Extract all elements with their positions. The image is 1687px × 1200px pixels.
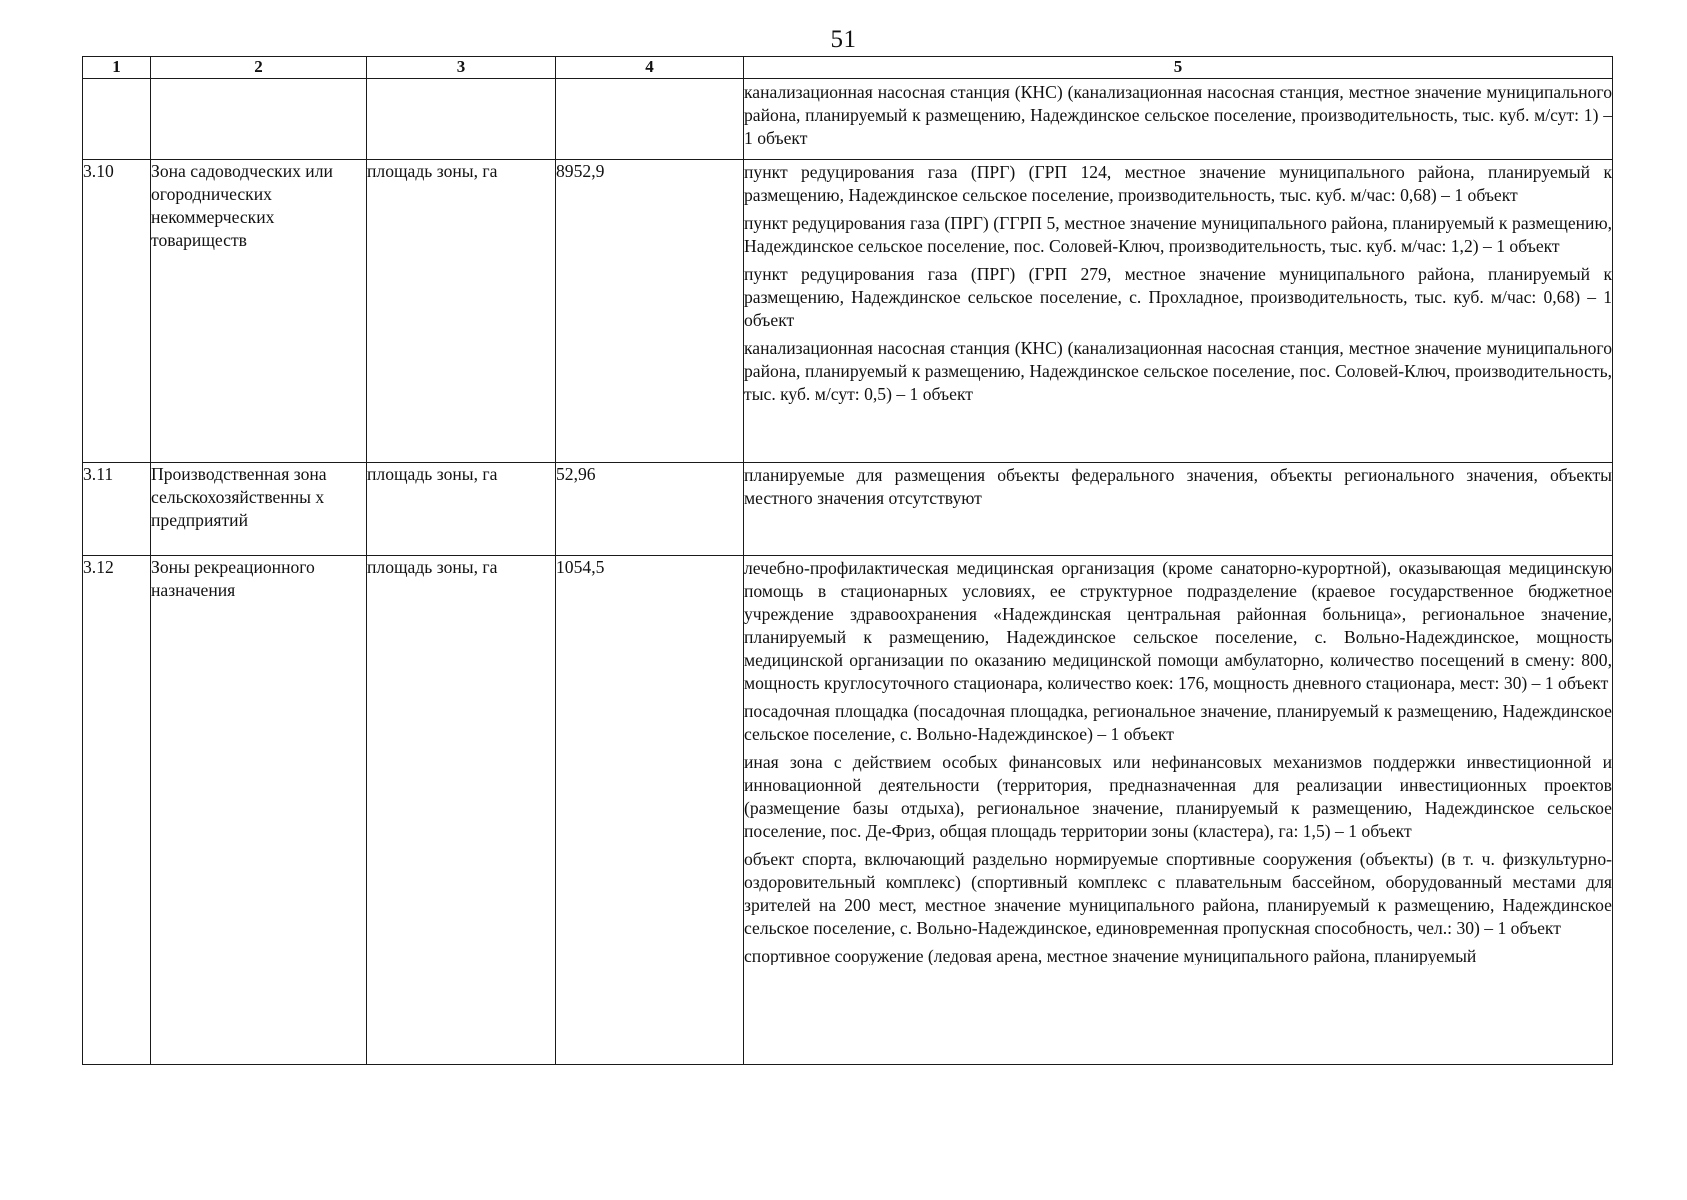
indicator-cell: площадь зоны, га bbox=[367, 160, 556, 463]
zone-name-cell: Производственная зона сельскохозяйственны х предприятий bbox=[151, 463, 367, 556]
object-description: пункт редуцирования газа (ПРГ) (ГГРП 5, местное значение муниципального района, планируемый к размещению, Надеждинское сельское поселение, пос. Соловей-Ключ, производительность, тыс. куб. м/час: 1,2) – 1 объект bbox=[744, 213, 1612, 256]
zone-name-cell: Зоны рекреационного назначения bbox=[151, 556, 367, 1065]
value-cell: 8952,9 bbox=[556, 160, 744, 463]
page-number: 51 bbox=[830, 26, 857, 53]
indicator-cell: площадь зоны, га bbox=[367, 556, 556, 1065]
object-description: посадочная площадка (посадочная площадка, региональное значение, планируемый к размещению, Надеждинское сельское поселение, с. Вольно-Надеждинское) – 1 объект bbox=[744, 701, 1612, 744]
column-header-5: 5 bbox=[744, 57, 1613, 79]
objects-cell bbox=[744, 556, 1613, 1065]
indicator-cell bbox=[367, 79, 556, 160]
table-row-3-12 bbox=[83, 556, 1613, 1065]
object-description: канализационная насосная станция (КНС) (канализационная насосная станция, местное значение муниципального района, планируемый к размещению, Надеждинское сельское поселение, производительность, тыс. куб. м/сут: 1) – 1 объект bbox=[744, 82, 1612, 148]
zone-name-cell: Зона садоводческих или огороднических некоммерческих товариществ bbox=[151, 160, 367, 463]
column-header-2: 2 bbox=[151, 57, 367, 79]
object-description: канализационная насосная станция (КНС) (канализационная насосная станция, местное значение муниципального района, планируемый к размещению, Надеждинское сельское поселение, пос. Соловей-Ключ, производительность, тыс. куб. м/сут: 0,5) – 1 объект bbox=[744, 338, 1612, 404]
column-header-3: 3 bbox=[367, 57, 556, 79]
table-row-3-10 bbox=[83, 160, 1613, 463]
row-number-cell: 3.11 bbox=[83, 463, 151, 556]
objects-cell bbox=[744, 79, 1613, 160]
zones-table bbox=[82, 56, 1613, 1065]
object-description: планируемые для размещения объекты федерального значения, объекты регионального значения, объекты местного значения отсутствуют bbox=[744, 465, 1612, 508]
column-header-1: 1 bbox=[83, 57, 151, 79]
object-description: иная зона с действием особых финансовых или нефинансовых механизмов поддержки инвестиционной и инновационной деятельности (территория, предназначенная для реализации инвестиционных проектов (размещение базы отдыха), региональное значение, планируемый к размещению, Надеждинское сельское поселение, пос. Де-Фриз, общая площадь территории зоны (кластера), га: 1,5) – 1 объект bbox=[744, 752, 1612, 841]
table-row-continuation bbox=[83, 79, 1613, 160]
indicator-cell: площадь зоны, га bbox=[367, 463, 556, 556]
table-row-3-11 bbox=[83, 463, 1613, 556]
row-number-cell bbox=[83, 79, 151, 160]
objects-cell bbox=[744, 160, 1613, 463]
object-description: объект спорта, включающий раздельно нормируемые спортивные сооружения (объекты) (в т. ч. физкультурно-оздоровительный комплекс) (спортивный комплекс с плавательным бассейном, оборудованный местами для зрителей на 200 мест, местное значение муниципального района, планируемый к размещению, Надеждинское сельское поселение, с. Вольно-Надеждинское, единовременная пропускная способность, чел.: 30) – 1 объект bbox=[744, 849, 1612, 938]
object-description: пункт редуцирования газа (ПРГ) (ГРП 124, местное значение муниципального района, планируемый к размещению, Надеждинское сельское поселение, производительность, тыс. куб. м/час: 0,68) – 1 объект bbox=[744, 162, 1612, 205]
value-cell: 1054,5 bbox=[556, 556, 744, 1065]
zone-name-cell bbox=[151, 79, 367, 160]
objects-cell bbox=[744, 463, 1613, 556]
row-number-cell: 3.12 bbox=[83, 556, 151, 1065]
column-header-4: 4 bbox=[556, 57, 744, 79]
value-cell bbox=[556, 79, 744, 160]
object-description: пункт редуцирования газа (ПРГ) (ГРП 279, местное значение муниципального района, планируемый к размещению, Надеждинское сельское поселение, с. Прохладное, производительность, тыс. куб. м/час: 0,68) – 1 объект bbox=[744, 264, 1612, 330]
table-header-row bbox=[83, 57, 1613, 79]
object-description: спортивное сооружение (ледовая арена, местное значение муниципального района, планируемый bbox=[744, 946, 1477, 965]
object-description: лечебно-профилактическая медицинская организация (кроме санаторно-курортной), оказывающая медицинскую помощь в стационарных условиях, ее структурное подразделение (краевое государственное бюджетное учреждение здравоохранения «Надеждинская центральная районная больница», региональное значение, планируемый к размещению, Надеждинское сельское поселение, с. Вольно-Надеждинское, мощность медицинской организации по оказанию медицинской помощи амбулаторно, количество посещений в смену: 800, мощность круглосуточного стационара, количество коек: 176, мощность дневного стационара, мест: 30) – 1 объект bbox=[744, 558, 1612, 693]
row-number-cell: 3.10 bbox=[83, 160, 151, 463]
value-cell: 52,96 bbox=[556, 463, 744, 556]
